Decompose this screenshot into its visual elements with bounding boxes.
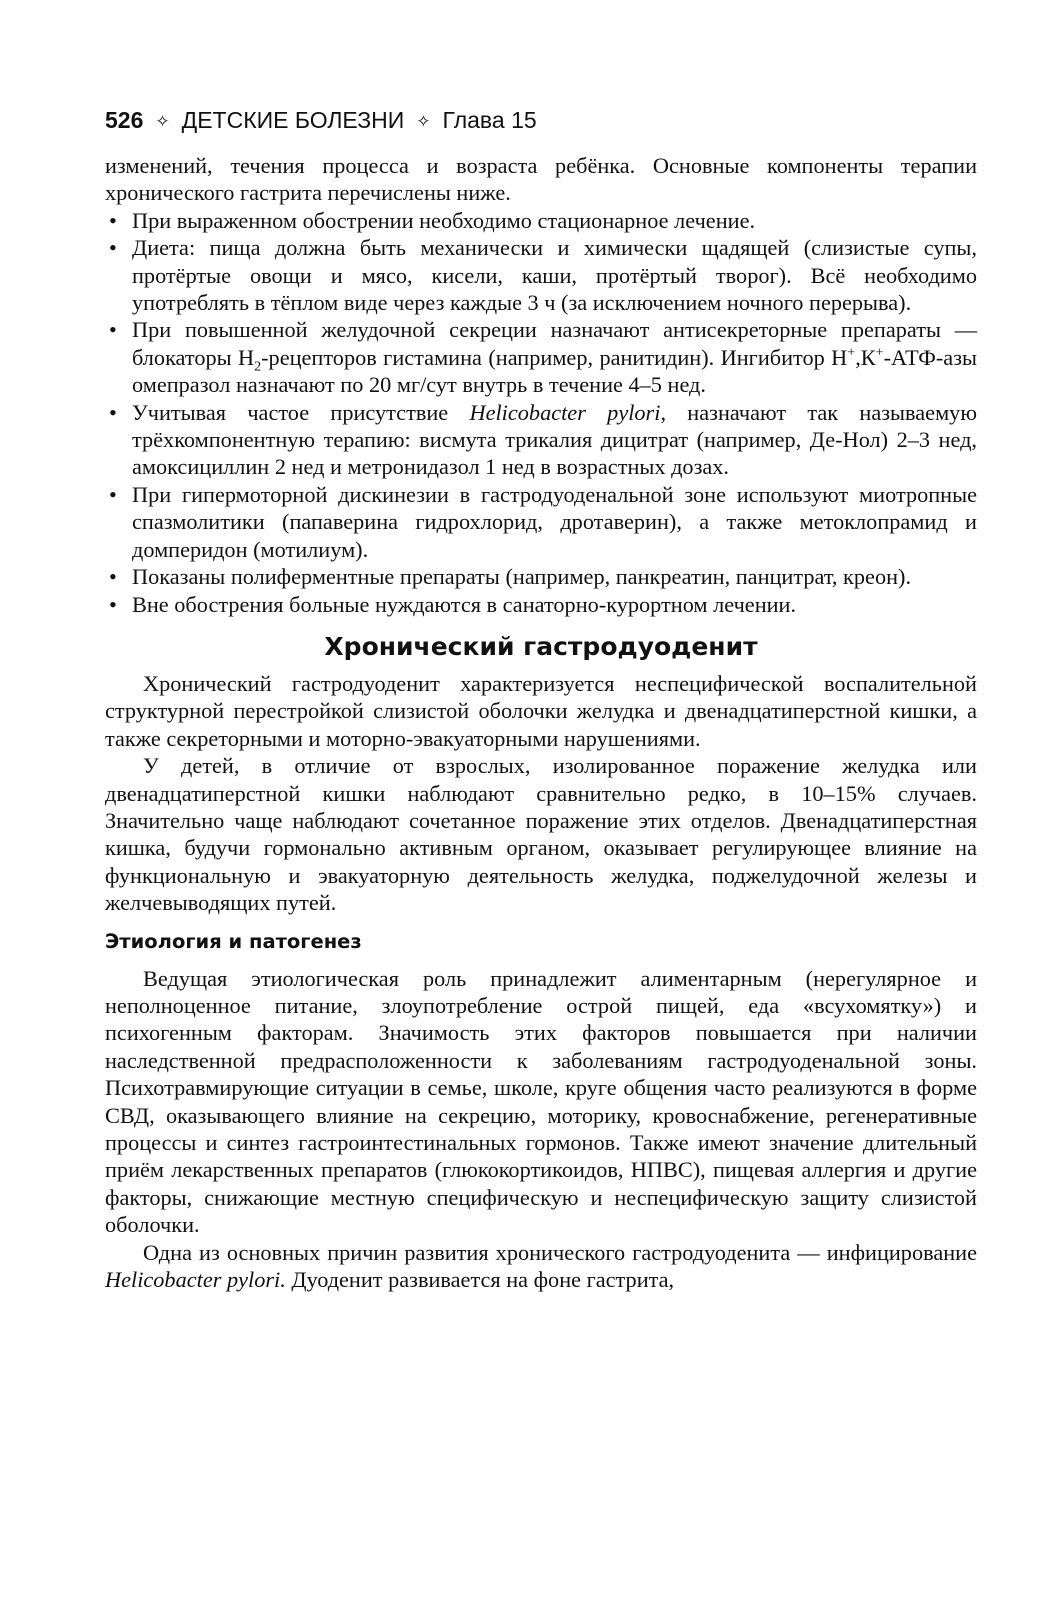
body-paragraph: У детей, в отличие от взрослых, изолированное поражение желудка или двенадцатиперстной кишки наблюдают сравнительно редко, в 10–15% случаев. Значительно чаще наблюдают сочетанное поражение этих отделов. Двенадцатиперстная кишка, будучи гормонально активным органом, оказывает регулирующее влияние на функциональную и эвакуаторную деятельность желудка, поджелудочной железы и желчевыводящих путей. bbox=[105, 753, 977, 916]
running-header bbox=[105, 107, 537, 134]
diamond-separator-icon: ✧ bbox=[416, 112, 431, 131]
species-name: Helicobacter pylori bbox=[469, 399, 661, 425]
list-item: • При выраженном обострении необходимо стационарное лечение. bbox=[105, 207, 977, 234]
list-item bbox=[105, 316, 977, 398]
list-item-text: Учитывая частое присутствие bbox=[132, 399, 470, 425]
list-item-text: ,К bbox=[855, 344, 876, 370]
subsection-title: Этиология и патогенез bbox=[105, 929, 362, 953]
paragraph-text: Одна из основных причин развития хронического гастродуоденита — инфицирование bbox=[143, 1239, 977, 1265]
list-item: • Диета: пища должна быть механически и химически щадящей (слизистые супы, протёртые овощи и мясо, кисели, каши, протёртый творог). Всё необходимо употреблять в тёплом виде через каждые 3 ч (за исключением ночного перерыва). bbox=[105, 234, 977, 316]
therapy-list bbox=[105, 207, 977, 618]
body-paragraph: Хронический гастродуоденит характеризуется неспецифической воспалительной структурной перестройкой слизистой оболочки желудка и двенадцатиперстной кишки, а также секреторными и моторно-эвакуаторными нарушениями. bbox=[105, 670, 977, 751]
diamond-separator-icon: ✧ bbox=[155, 112, 170, 131]
superscript: + bbox=[875, 345, 884, 361]
body-paragraph bbox=[105, 1239, 977, 1294]
list-item-text: -рецепторов гистамина (например, ранитидин). Ингибитор Н bbox=[261, 344, 848, 370]
list-item-text: -АТФ-азы омепразол назначают по 20 мг/сут внутрь в течение 4–5 нед. bbox=[132, 344, 977, 398]
page-number: 526 bbox=[105, 107, 144, 133]
list-item-text: При повышенной желудочной секреции назначают антисекреторные препараты — блокаторы Н bbox=[132, 317, 977, 370]
body-paragraph: Ведущая этиологическая роль принадлежит алиментарным (нерегулярное и неполноценное питание, злоупотребление острой пищей, еда «всухомятку») и психогенным факторам. Значимость этих факторов повышается при наличии наследственной предрасположенности к заболеваниям гастродуоденальной зоны. Психотравмирующие ситуации в семье, школе, круге общения часто реализуются в форме СВД, оказывающего влияние на секрецию, моторику, кровоснабжение, регенеративные процессы и синтез гастроинтестинальных гормонов. Также имеют значение длительный приём лекарственных препаратов (глюкокортикоидов, НПВС), пищевая аллергия и другие факторы, снижающие местную специфическую и неспецифическую защиту слизистой оболочки. bbox=[105, 965, 977, 1238]
list-item bbox=[105, 399, 977, 481]
intro-paragraph: изменений, течения процесса и возраста ребёнка. Основные компоненты терапии хронического гастрита перечислены ниже. bbox=[105, 153, 977, 206]
list-item: • Вне обострения больные нуждаются в санаторно-курортном лечении. bbox=[105, 591, 977, 618]
list-item: • При гипермоторной дискинезии в гастродуоденальной зоне используют миотропные спазмолитики (папаверина гидрохлорид, дротаверин), а также метоклопрамид и домперидон (мотилиум). bbox=[105, 481, 977, 563]
subscript: 2 bbox=[254, 359, 262, 375]
species-name: Helicobacter pylori. bbox=[105, 1267, 286, 1293]
paragraph-text: Дуоденит развивается на фоне гастрита, bbox=[285, 1267, 675, 1293]
chapter-label: Глава 15 bbox=[442, 107, 537, 133]
list-item: • Показаны полиферментные препараты (например, панкреатин, панцитрат, креон). bbox=[105, 563, 977, 590]
list-item-text: , назначают так называемую трёхкомпонентную терапию: висмута трикалия дицитрат (например, Де-Нол) 2–3 нед, амоксициллин 2 нед и метронидазол 1 нед в возрастных дозах. bbox=[132, 399, 977, 480]
section-title: Хронический гастродуоденит bbox=[324, 631, 758, 661]
superscript: + bbox=[847, 345, 856, 361]
book-title: ДЕТСКИЕ БОЛЕЗНИ bbox=[181, 107, 405, 133]
page-body bbox=[105, 152, 977, 1293]
